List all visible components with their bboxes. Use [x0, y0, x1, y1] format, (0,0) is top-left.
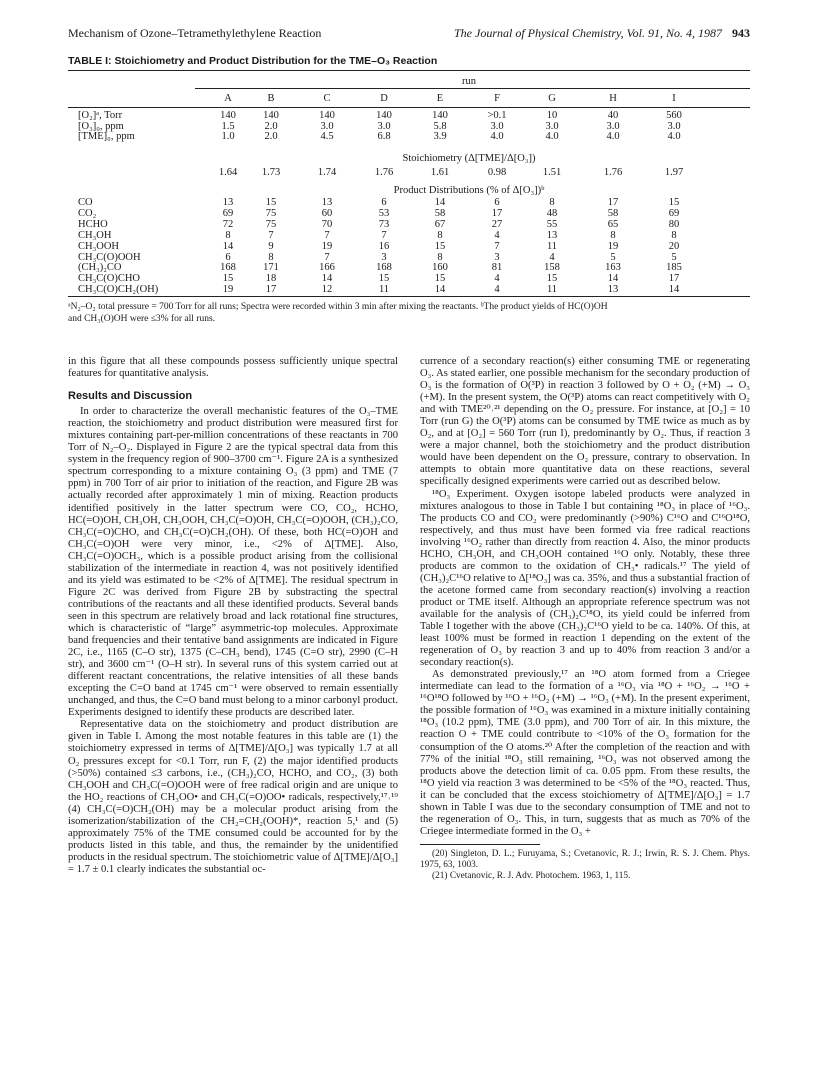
condition-value: 5.8	[433, 120, 447, 132]
product-value: 168	[220, 262, 236, 274]
condition-value: 140	[432, 110, 448, 121]
product-value: 6	[225, 251, 231, 263]
product-value: 15	[434, 240, 446, 252]
product-value: 8	[549, 197, 555, 208]
results-paragraph-1: In order to characterize the overall mechanistic features of the O₃–TME reaction, the stoichiometry and product distribution were measured first for mixtures containing part-per-million concentrations of these reactants in 700 Torr of N₂–O₂. Displayed in Figure 2 are the typical spectral data from this system in the frequency region of 900–3700 cm⁻¹. Figure 2A is a synthesized spectrum corresponding to a mixture containing O₃ (3 ppm) and TME (7 ppm) in 700 Torr of air prior to initiation of the reaction, and Figure 2B was actually recorded after approximately 1 min of mixing. Reaction products identified positively in the latter spectrum were CO, CO₂, HCHO, HC(=O)OH, CH₃OH, CH₃OOH, CH₃C(=O)OH, CH₃C(=O)OOH, (CH₃)₂CO, CH₃C(=O)CHO, and CH₃C(=O)CH₂(OH). Of these, both HC(=O)OH and CH₃C(=O)OH were very minor, i.e., <2% of Δ[TME]. Also, CH₃C(=O)OCH₃, which is a possible product arising from the collisional stabilization of the intermediate in reaction 4, was not positively identified and its yield was estimated to be <2% of Δ[TME]. The residual spectrum in Figure 2C was derived from Figure 2B by substracting the spectral contributions of the reactants and all these identified products. Several bands seen in this spectrum are relatively broad and lack rotational fine structures, which is characteristic of “large” asymmetric-top molecules. Approximate band frequencies and their tentative band assignments are indicated in Figure 2C, i.e., 1165 (C–O str), 1375 (C–CH₃ bend), 1745 (C=O str), 2990 (C–H str), and 3600 cm⁻¹ (O–H str). In several runs of this system carried out at different reactant concentrations, the relative intensities of all these bands excepting the C=O band at 1745 cm⁻¹ were observed to remain essentially unchanged, and thus, the C=O band must belong to a minor carbonyl product. Experiments designed to identify these products are described later.	[68, 406, 398, 719]
page-number: 943	[732, 26, 750, 40]
stoichiometry-value: 1.97	[664, 167, 684, 178]
header-bottom-rule	[68, 107, 750, 108]
product-value: 3	[381, 251, 387, 263]
product-value: 69	[222, 207, 234, 219]
stoichiometry-value: 1.76	[374, 167, 394, 178]
product-value: 73	[378, 218, 390, 230]
product-value: 168	[376, 262, 392, 274]
product-value: 15	[546, 273, 558, 285]
stoichiometry-value: 0.98	[487, 167, 507, 178]
product-value: 17	[265, 284, 277, 296]
product-value: 15	[222, 273, 234, 285]
product-value: 12	[321, 284, 333, 296]
product-value: 20	[668, 240, 680, 252]
product-label: CO₂	[78, 207, 97, 219]
stoichiometry-value: 1.74	[317, 167, 337, 178]
footnote-line-1: ᵃN₂–O₂ total pressure = 700 Torr for all runs; Spectra were recorded within 3 min after mixing the reactants. ᵇThe product yields of HC(O)OH	[68, 302, 608, 312]
product-value: 53	[378, 207, 390, 219]
condition-label: [O₂]ᵃ, Torr	[78, 110, 123, 121]
product-value: 4	[494, 284, 500, 296]
product-value: 11	[546, 284, 558, 296]
journal-citation	[454, 26, 750, 41]
product-label: CO	[78, 197, 93, 208]
condition-value: 4.0	[545, 131, 559, 143]
product-value: 14	[668, 284, 680, 296]
stoichiometry-value: 1.61	[430, 167, 450, 178]
product-value: 8	[437, 251, 443, 263]
column-header-I: I	[672, 93, 676, 104]
product-value: 75	[265, 207, 277, 219]
condition-value: 4.0	[667, 131, 681, 143]
column-header-E: E	[436, 93, 444, 104]
product-label: CH₃OOH	[78, 240, 119, 252]
product-value: 9	[268, 240, 274, 252]
product-value: 185	[666, 262, 682, 274]
condition-value: 1.5	[221, 120, 235, 132]
product-value: 18	[265, 273, 277, 285]
table-title: TABLE I: Stoichiometry and Product Distribution for the TME–O₃ Reaction	[68, 55, 438, 67]
reference-20: (20) Singleton, D. L.; Furuyama, S.; Cvetanovic, R. J.; Irwin, R. S. J. Chem. Phys. 1975, 63, 1003.	[420, 848, 750, 870]
column-header-A: A	[224, 93, 232, 104]
run-underline	[195, 88, 750, 89]
product-value: 4	[549, 251, 555, 263]
product-value: 8	[610, 229, 616, 241]
product-value: 8	[268, 251, 274, 263]
stoichiometry-value: 1.76	[603, 167, 623, 178]
discussion-paragraph-1: currence of a secondary reaction(s) either consuming TME or regenerating O₃. As stated earlier, one possible mechanism for the secondary production of O₃ is the formation of O(³P) in reaction 3 followed by O + O₂ (+M) → O₃ (+M). In the present system, the O(³P) atoms can react competitively with O₂ and with TME²⁰˒²¹ depending on the O₂ pressure. For instance, at [O₂] = 10 Torr (run G) the O(³P) atoms can be consumed by TME twice as much as by O₂, and at [O₂] = 560 Torr (run I), predominantly by O₂. Thus, if reaction 3 were a major channel, both the stoichiometry and the product distribution would have been dependent on the O₂ pressure, contrary to observation. In attempts to obtain more quantitative data on these reactions, several specifically designed experiments were carried out as described below.	[420, 356, 750, 488]
condition-value: 140	[263, 110, 279, 121]
condition-value: 3.0	[377, 120, 391, 132]
product-value: 27	[491, 218, 503, 230]
product-value: 7	[324, 251, 330, 263]
running-title: Mechanism of Ozone–Tetramethylethylene Reaction	[68, 26, 322, 40]
product-value: 19	[321, 240, 333, 252]
footnote-line-2: and CH₃(O)OH were ≤3% for all runs.	[68, 314, 216, 324]
product-value: 4	[494, 273, 500, 285]
product-value: 48	[546, 207, 558, 219]
run-label: run	[462, 76, 476, 87]
condition-value: 3.9	[433, 131, 447, 143]
product-value: 7	[381, 229, 387, 241]
product-value: 17	[491, 207, 503, 219]
reference-21: (21) Cvetanovic, R. J. Adv. Photochem. 1963, 1, 115.	[432, 870, 631, 881]
product-value: 69	[668, 207, 680, 219]
product-value: 13	[321, 197, 333, 208]
column-header-F: F	[494, 93, 500, 104]
product-label: (CH₃)₂CO	[78, 262, 122, 274]
product-value: 14	[434, 197, 446, 208]
stoichiometry-heading: Stoichiometry (Δ[TME]/Δ[O₃])	[402, 153, 536, 164]
condition-value: 4.0	[490, 131, 504, 143]
stoichiometry-value: 1.51	[542, 167, 562, 178]
product-value: 80	[668, 218, 680, 230]
product-label: CH₃C(O)CHO	[78, 273, 140, 285]
table-bottom-rule	[68, 296, 750, 297]
product-value: 14	[222, 240, 234, 252]
condition-value: 560	[666, 110, 682, 121]
product-value: 166	[319, 262, 335, 274]
product-value: 158	[544, 262, 560, 274]
condition-value: 140	[220, 110, 236, 121]
product-value: 58	[607, 207, 619, 219]
product-value: 58	[434, 207, 446, 219]
product-value: 5	[610, 251, 616, 263]
product-value: 6	[381, 197, 387, 208]
product-value: 7	[494, 240, 500, 252]
product-value: 11	[378, 284, 390, 296]
product-value: 13	[546, 229, 558, 241]
condition-value: 6.8	[377, 131, 391, 143]
discussion-paragraph-3: As demonstrated previously,¹⁷ an ¹⁸O atom formed from a Criegee intermediate can lead to the formation of a ¹⁶O₃ via ¹⁸O + ¹⁶O₂ → ¹⁶O + ¹⁶O¹⁸O followed by ¹⁶O + ¹⁶O₂ (+M) → ¹⁶O₃ (+M). In the present experiment, the possible formation of ¹⁶O₃ was examined in a mixture initially containing ¹⁸O₃ (10.2 ppm), TME (3.0 ppm), and 700 Torr of air. In this mixture, the reaction O + TME could contribute to <10% of the O₃ formation for the consumption of the O atoms.²⁰ After the completion of the reaction and with 77% of the initial ¹⁸O₃ still remaining, ¹⁶O₃ was not observed among the products above the detection limit of ca. 0.05 ppm. From these results, the ¹⁸O yield via reaction 3 was determined to be <5% of the ¹⁸O₃ reacted. Thus, it can be concluded that the excess stoichiometry of Δ[TME]/Δ[O₃] = 1.7 shown in Table I was due to the secondary consumption of TME and not to the regeneration of O₃. This, in turn, suggests that as much as 70% of the Criegee intermediate formed in the O₃ +	[420, 669, 750, 837]
product-value: 19	[222, 284, 234, 296]
column-header-G: G	[548, 93, 556, 104]
column-header-C: C	[323, 93, 331, 104]
product-value: 8	[437, 229, 443, 241]
product-value: 8	[225, 229, 231, 241]
results-paragraph-2: Representative data on the stoichiometry and product distribution are given in Table I. Among the most notable features in this table are (1) the stoichiometry expressed in terms of Δ[TME]/Δ[O₃] was typically 1.7 at all O₂ pressures except for <0.1 Torr, run F, (2) the major identified products (>50%) contained ≤3 carbons, i.e., (CH₃)₂CO, HCHO, and CO₂, (3) both CH₃OOH and CH₃C(=O)OOH were of free radical origin and are unique to the HO₂ reactions of CH₃OO• and CH₃C(=O)OO• radicals, respectively,¹⁷˒¹⁹ (4) CH₃C(=O)CH₂(OH) may be a molecular product arising from the isomerization/stabilization of the CH₂=CH₂(OOH)*, reaction 5,¹ and (5) approximately 75% of the TME consumed could be accounted for by the products listed in this table, and thus, the remainder by the unidentified products in the residual spectrum. The stoichiometric value of Δ[TME]/Δ[O₃] = 1.7 ± 0.1 clearly indicates the substantial oc-	[68, 719, 398, 875]
product-value: 15	[668, 197, 680, 208]
stoichiometry-value: 1.64	[218, 167, 238, 178]
condition-value: 40	[607, 110, 619, 121]
product-value: 55	[546, 218, 558, 230]
o18-experiment-paragraph: ¹⁸O₃ Experiment. Oxygen isotope labeled products were analyzed in mixtures analogous to those in Table I but containing ¹⁸O₃ in place of ¹⁶O₃. The products CO and CO₂ were predominantly (>90%) C¹⁶O and C¹⁶O¹⁸O, respectively, and thus must have been formed via free radical reactions involving ¹⁶O₂ rather than directly from reaction 4. Also, the minor products HCHO, CH₃OH, and CH₃OOH contained ¹⁶O only. Notably, these three products are common to the oxidation of CH₃• radicals.¹⁷ The yield of (CH₃)₂C¹⁶O relative to Δ[¹⁸O₃] was ca. 35%, and thus a substantial fraction of the acetone formed came from secondary reaction(s) involving a reaction product or TME itself. Although an appropriate reference spectrum was not available for the analysis of (CH₃)₂C¹⁸O, its yield could be inferred from Table I together with the above (CH₃)₂C¹⁶O yield to be ca. 140%. Of this, at least 100% must be formed in reaction 1 depending on the extent of the regeneration of O₃ by reaction 3 and up to 40% from reaction 3 and/or a secondary reaction(s).	[420, 488, 750, 669]
condition-value: 3.0	[320, 120, 334, 132]
column-header-D: D	[380, 93, 388, 104]
condition-label: [TME]₀, ppm	[78, 131, 135, 143]
condition-value: 3.0	[667, 120, 681, 132]
product-label: CH₃C(O)OOH	[78, 251, 141, 263]
product-value: 4	[494, 229, 500, 241]
condition-value: 140	[319, 110, 335, 121]
intro-paragraph: in this figure that all these compounds possess sufficiently unique spectral features for quantitative analysis.	[68, 356, 398, 380]
product-label: CH₃C(O)CH₂(OH)	[78, 284, 159, 296]
condition-value: 2.0	[264, 131, 278, 143]
condition-value: 1.0	[221, 131, 235, 143]
table-top-rule	[68, 70, 750, 71]
product-value: 15	[265, 197, 277, 208]
product-value: 19	[607, 240, 619, 252]
product-value: 160	[432, 262, 448, 274]
product-value: 5	[671, 251, 677, 263]
product-value: 6	[494, 197, 500, 208]
product-value: 72	[222, 218, 234, 230]
condition-value: 3.0	[545, 120, 559, 132]
condition-label: [O₃]₀, ppm	[78, 120, 124, 132]
product-value: 13	[222, 197, 234, 208]
references-divider	[420, 844, 540, 845]
product-value: 15	[378, 273, 390, 285]
right-text-column	[420, 356, 750, 882]
product-value: 7	[324, 229, 330, 241]
condition-value: >0.1	[487, 110, 507, 121]
product-value: 14	[321, 273, 333, 285]
product-value: 75	[265, 218, 277, 230]
product-value: 13	[607, 284, 619, 296]
product-value: 81	[491, 262, 503, 274]
condition-value: 4.0	[606, 131, 620, 143]
product-value: 60	[321, 207, 333, 219]
product-value: 7	[268, 229, 274, 241]
product-value: 163	[605, 262, 621, 274]
product-value: 17	[668, 273, 680, 285]
product-value: 65	[607, 218, 619, 230]
column-header-B: B	[267, 93, 275, 104]
condition-value: 140	[376, 110, 392, 121]
stoichiometry-value: 1.73	[261, 167, 281, 178]
product-value: 67	[434, 218, 446, 230]
product-label: HCHO	[78, 218, 108, 230]
product-distribution-heading: Product Distributions (% of Δ[O₃])ᵇ	[393, 185, 545, 196]
product-value: 14	[607, 273, 619, 285]
product-value: 8	[671, 229, 677, 241]
journal-name: The Journal of Physical Chemistry, Vol. 91, No. 4, 1987	[454, 26, 722, 40]
product-value: 11	[546, 240, 558, 252]
product-value: 16	[378, 240, 390, 252]
product-value: 3	[494, 251, 500, 263]
product-value: 15	[434, 273, 446, 285]
product-label: CH₃OH	[78, 229, 112, 241]
left-text-column	[68, 356, 398, 876]
table-footnote	[68, 301, 750, 325]
product-value: 70	[321, 218, 333, 230]
product-value: 171	[263, 262, 279, 274]
product-value: 17	[607, 197, 619, 208]
product-value: 14	[434, 284, 446, 296]
column-header-H: H	[609, 93, 617, 104]
running-header	[68, 26, 750, 42]
condition-value: 2.0	[264, 120, 278, 132]
condition-value: 10	[546, 110, 558, 121]
condition-value: 4.5	[320, 131, 334, 143]
section-heading: Results and Discussion	[68, 390, 193, 403]
condition-value: 3.0	[490, 120, 504, 132]
condition-value: 3.0	[606, 120, 620, 132]
